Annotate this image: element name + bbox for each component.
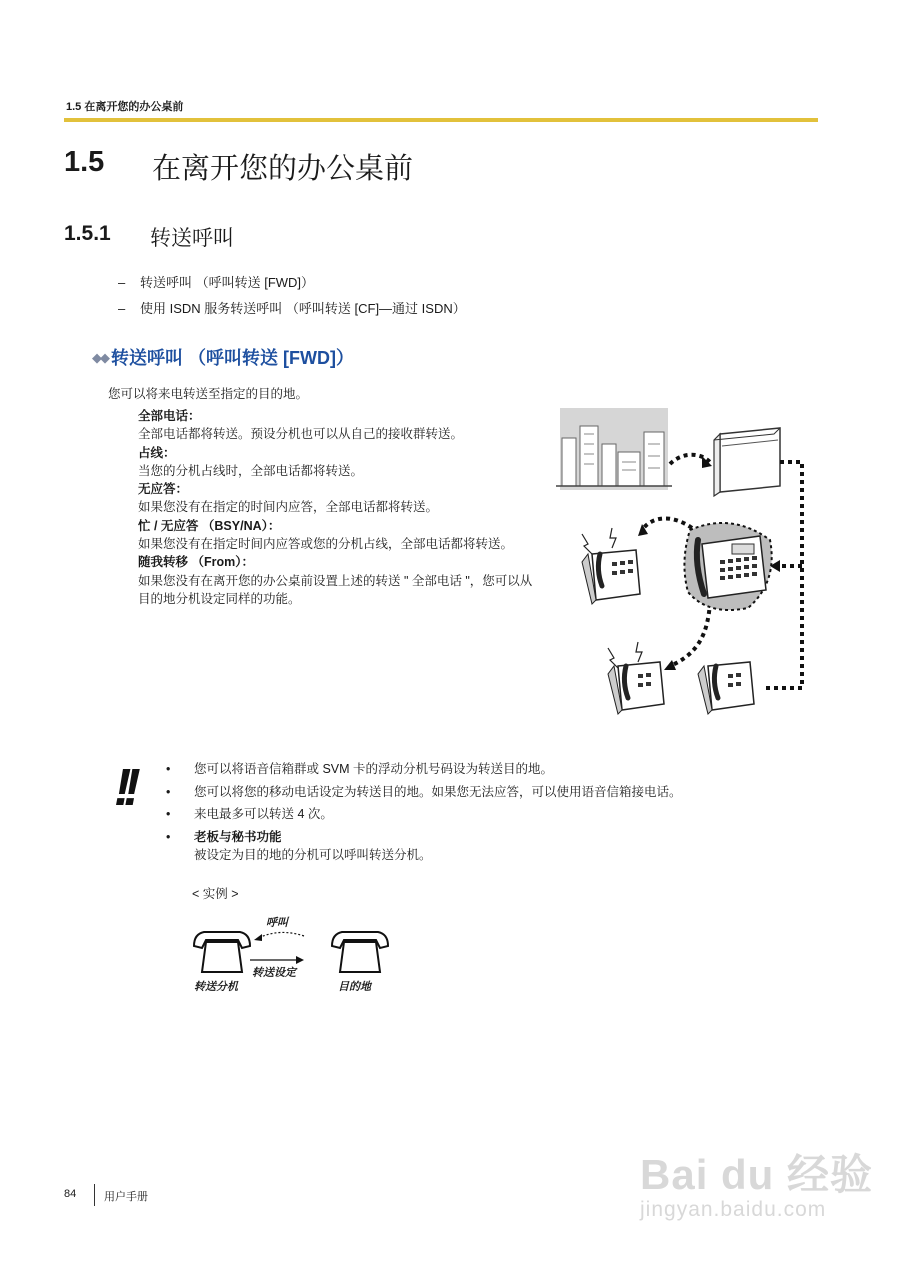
running-head: 1.5 在离开您的办公桌前	[66, 101, 184, 113]
handset-icon	[332, 932, 388, 972]
section-title: 在离开您的办公桌前	[152, 153, 414, 185]
watermark-brand: Bai du 经验	[640, 1151, 874, 1198]
note-item	[166, 760, 806, 779]
subsection-title: 转送呼叫	[150, 227, 234, 250]
subsection-number: 1.5.1	[64, 222, 111, 245]
forwarding-extension-label: 转送分机	[194, 981, 238, 993]
def-term: 无应答：	[138, 482, 189, 497]
handset-icon	[194, 932, 250, 972]
fwd-definitions	[138, 407, 538, 608]
def-desc: 如果您没有在离开您的办公桌前设置上述的转送 " 全部电话 "，您可以从目的地分机设定同样的功能。	[138, 573, 533, 606]
def-term: 随我转移 （From）：	[138, 555, 254, 570]
def-desc: 如果您没有在指定时间内应答或您的分机占线，全部电话都将转送。	[138, 537, 514, 552]
note-item	[166, 805, 806, 824]
footer-divider	[94, 1184, 95, 1206]
def-desc: 当您的分机占线时，全部电话都将转送。	[138, 463, 364, 478]
def-term: 忙 / 无应答 （BSY/NA）：	[138, 518, 281, 533]
def-term: 全部电话：	[138, 409, 201, 423]
dash-marker: –	[118, 275, 126, 290]
note-text: 您可以将语音信箱群或 SVM 卡的浮动分机号码设为转送目的地。	[194, 762, 554, 776]
call-label: 呼叫	[266, 917, 288, 929]
section-number: 1.5	[64, 146, 105, 178]
toc-item-label: 使用 ISDN 服务转送呼叫 （呼叫转送 [CF]—通过 ISDN）	[140, 301, 466, 316]
section-heading	[64, 146, 414, 185]
warning-icon: !!	[114, 759, 133, 817]
fwd-heading-text: 转送呼叫 （呼叫转送 [FWD]）	[111, 348, 354, 368]
bullet-icon: •	[166, 829, 171, 844]
diamond-bullets-icon: ◆◆	[92, 350, 108, 365]
toc-item-label: 转送呼叫 （呼叫转送 [FWD]）	[140, 275, 315, 290]
dash-marker: –	[118, 301, 126, 316]
call-forwarding-illustration	[552, 404, 814, 726]
note-title: 老板与秘书功能	[194, 829, 282, 844]
bullet-icon: •	[166, 807, 171, 821]
example-diagram	[186, 910, 406, 1000]
ringing-phone-icon	[608, 642, 664, 714]
pbx-unit-icon	[714, 428, 780, 496]
desk-phone-icon	[698, 662, 754, 714]
toc-item-fwd[interactable]	[118, 272, 314, 291]
page-number: 84	[64, 1188, 77, 1200]
fwd-heading	[92, 344, 354, 370]
destination-label: 目的地	[338, 981, 371, 993]
watermark-url: jingyan.baidu.com	[640, 1198, 827, 1221]
toc-item-isdn[interactable]	[118, 298, 466, 317]
note-text: 被设定为目的地的分机可以呼叫转送分机。	[194, 848, 432, 862]
footer-title: 用户手册	[104, 1191, 148, 1203]
def-desc: 全部电话都将转送。预设分机也可以从自己的接收群转送。	[138, 427, 464, 442]
arrow-head-icon	[254, 934, 262, 941]
baidu-watermark	[640, 1142, 873, 1222]
forward-setting-label: 转送设定	[252, 967, 296, 979]
arrow-head-icon	[664, 660, 676, 670]
subsection-heading	[64, 222, 234, 250]
user-phone-icon	[684, 523, 771, 610]
note-text: 您可以将您的移动电话设定为转送目的地。如果您无法应答，可以使用语音信箱接电话。	[194, 784, 682, 799]
def-desc: 如果您没有在指定的时间内应答，全部电话都将转送。	[138, 500, 439, 515]
bullet-icon: •	[166, 762, 171, 776]
note-item	[166, 828, 806, 865]
arrow-head-icon	[702, 456, 712, 468]
example-label: < 实例 >	[192, 887, 239, 901]
arrow-head-icon	[296, 956, 304, 964]
bullet-icon: •	[166, 784, 171, 799]
fwd-intro: 您可以将来电转送至指定的目的地。	[108, 387, 309, 401]
note-item	[166, 783, 806, 802]
note-text: 来电最多可以转送 4 次。	[194, 807, 333, 821]
notes-list	[166, 760, 806, 869]
city-buildings-icon	[556, 408, 672, 490]
def-term: 占线：	[138, 445, 176, 460]
header-rule	[64, 118, 818, 122]
ringing-phone-icon	[582, 528, 640, 604]
